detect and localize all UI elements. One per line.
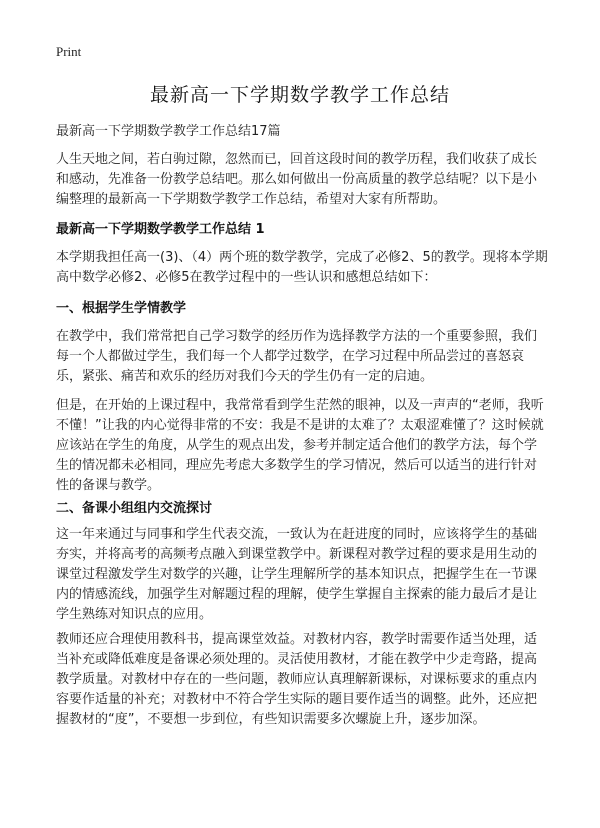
subsection2-paragraph-2: 教师还应合理使用教科书，提高课堂效益。对教材内容，教学时需要作适当处理，适当补充或降低难度是备课必须处理的。灵活使用教材，才能在教学中少走弯路，提高教学质量。对教材中存在的一些问题，教师应认真理解新课标，对课标要求的重点内容要作适量的补充；对教材中不符合学生实际的题目要作适当的调整。此外，还应把握教材的“度”，不要想一步到位，有些知识需要多次螺旋上升，逐步加深。	[56, 632, 538, 727]
print-link[interactable]: Print	[56, 44, 82, 59]
subsection2-paragraph-1: 这一年来通过与同事和学生代表交流，一致认为在赶进度的同时，应该将学生的基础夯实，并将高考的高频考点融入到课堂教学中。新课程对教学过程的要求是用生动的课堂过程激发学生对数学的兴趣，让学生理解所学的基本知识点，把握学生在一节课内的情感流线，加强学生对解题过程的理解，使学生掌握自主探索的能力最后才是让学生熟练对知识点的应用。	[56, 527, 538, 622]
section1-heading: 最新高一下学期数学教学工作总结 1	[56, 222, 265, 237]
page-title: 最新高一下学期数学教学工作总结	[149, 84, 450, 106]
subsection2-heading: 二、备课小组组内交流探讨	[56, 501, 213, 516]
subsection1-heading: 一、根据学生学情教学	[56, 301, 187, 316]
subsection1-paragraph-2: 但是，在开始的上课过程中，我常常看到学生茫然的眼神，以及一声声的“老师，我听不懂！”让我的内心觉得非常的不安：我是不是讲的太难了？太艰涩难懂了？这时候就应该站在学生的角度，从学生的观点出发，参考并制定适合他们的教学方法，每个学生的情况都未必相同，理应先考虑大多数学生的学习情况，然后可以适当的进行针对性的备课与教学。	[56, 398, 544, 493]
subsection1-paragraph-1: 在教学中，我们常常把自己学习数学的经历作为选择教学方法的一个重要参照，我们每一个人都做过学生，我们每一个人都学过数学，在学习过程中所品尝过的喜怒哀乐，紧张、痛苦和欢乐的经历对我们今天的学生仍有一定的启迪。	[56, 329, 538, 384]
subtitle: 最新高一下学期数学教学工作总结17篇	[56, 124, 281, 139]
intro-paragraph: 人生天地之间，若白驹过隙，忽然而已，回首这段时间的教学历程，我们收获了成长和感动，先准备一份教学总结吧。那么如何做出一份高质量的教学总结呢？以下是小编整理的最新高一下学期数学教学工作总结，希望对大家有所帮助。	[56, 152, 538, 207]
section1-paragraph: 本学期我担任高一(3)、（4）两个班的数学教学，完成了必修2、5的教学。现将本学期高中数学必修2、必修5在教学过程中的一些认识和感想总结如下：	[56, 250, 548, 285]
